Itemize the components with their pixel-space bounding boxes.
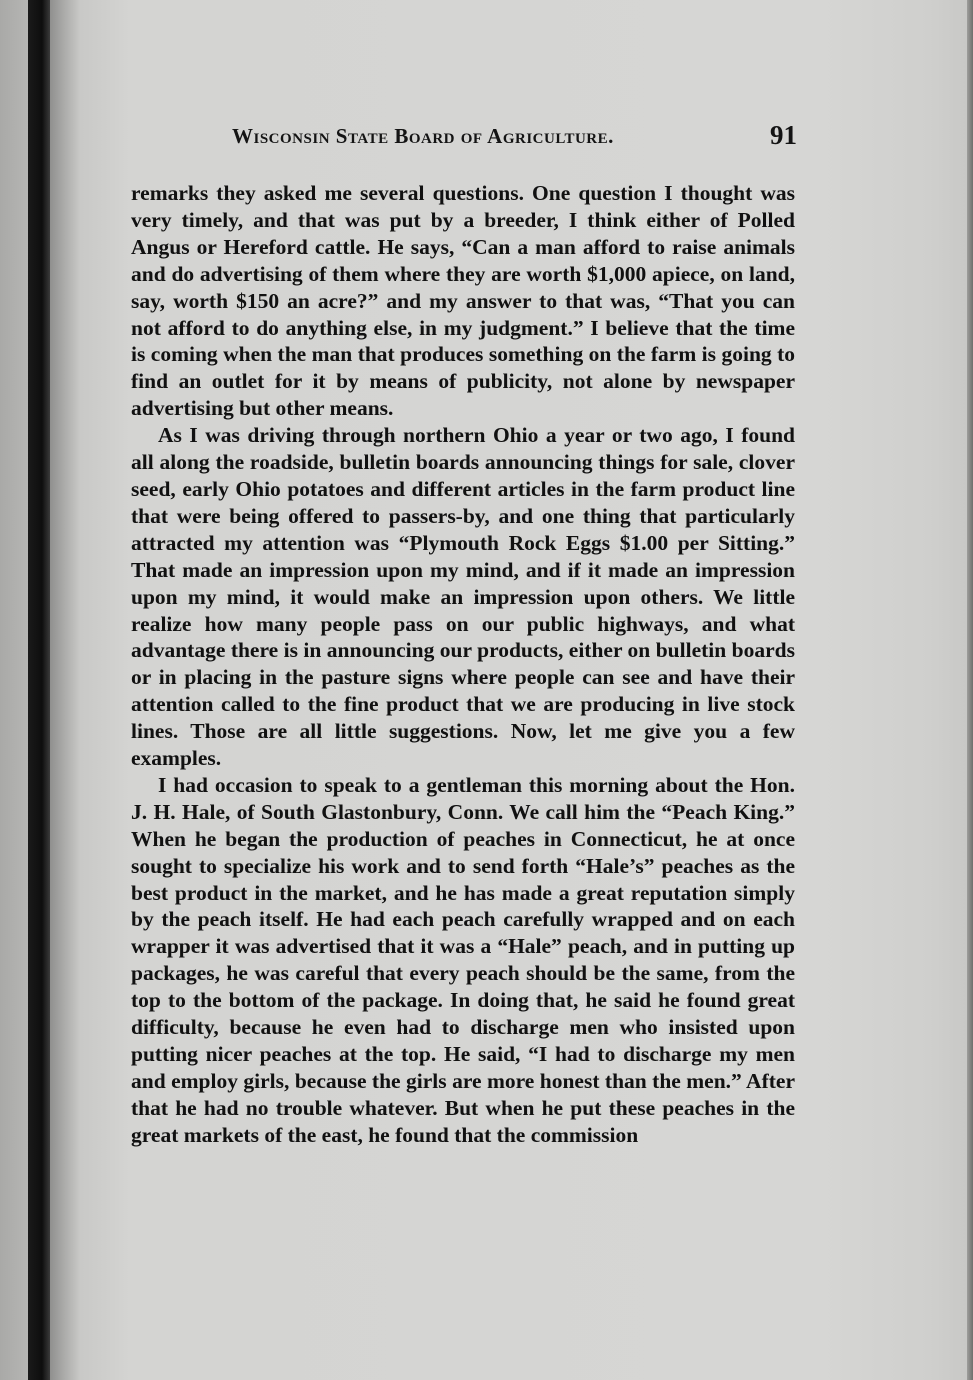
paragraph-peach-king: I had occasion to speak to a gentleman this morning about the Hon. J. H. Hale, of South Glastonbury, Conn. We call him the “Peach King.” When he began the production of peaches in Connecticut, he at once sought to specialize his work and to send forth “Hale’s” peaches as the best product in the market, and he has made a great reputation simply by the peach itself. He had each peach carefully wrapped and on each wrapper it was advertised that it was a “Hale” peach, and in putting up packages, he was careful that every peach should be the same, from the top to the bottom of the package. In doing that, he said he found great difficulty, because he even had to discharge men who insisted upon putting nicer peaches at the top. He said, “I had to discharge my men and employ girls, because the girls are more honest than the men.” After that he had no trouble whatever. But when he put these peaches in the great markets of the east, he found that the commission xyxy=(131,772,795,1147)
page-right-edge xyxy=(967,0,973,1380)
paragraph-ohio-roadside: As I was driving through northern Ohio a year or two ago, I found all along the roadside, bulletin boards announcing things for sale, clover seed, early Ohio potatoes and different articles in the farm product line that were being offered to passers-by, and one thing that particularly attracted my attention was “Plymouth Rock Eggs $1.00 per Sitting.” That made an impression upon my mind, and if it made an impression upon my mind, it would make an impression upon others. We little realize how many people pass on our public highways, and what advantage there is in announcing our products, either on bulletin boards or in placing in the pasture signs where people can see and have their attention called to the fine product that we are producing in live stock lines. Those are all little suggestions. Now, let me give you a few examples. xyxy=(131,423,795,771)
paragraph-continued: remarks they asked me several questions. One question I thought was very timely, and that was put by a breeder, I think either of Polled Angus or Hereford cattle. He says, “Can a man afford to raise animals and do advertising of them where they are worth $1,000 apiece, on land, say, worth $150 an acre?” and my answer to that was, “That you can not afford to do anything else, in my judgment.” I believe that the time is coming when the man that produces something on the farm is going to find an outlet for it by means of publicity, not alone by newspaper advertising but other means. xyxy=(131,181,795,421)
page-number: 91 xyxy=(770,120,797,150)
page-header xyxy=(232,120,797,154)
body-text xyxy=(131,180,795,1149)
binding-shadow xyxy=(50,0,80,1380)
running-title: Wisconsin State Board of Agriculture. xyxy=(232,124,614,148)
book-binding-edge xyxy=(28,0,50,1380)
